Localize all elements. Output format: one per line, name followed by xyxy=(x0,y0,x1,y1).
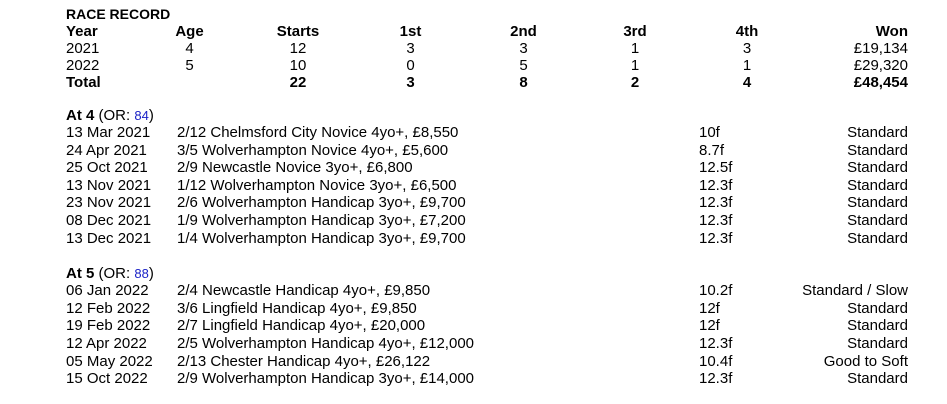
col-age: Age xyxy=(175,23,204,40)
race-description: 3/5 Wolverhampton Novice 4yo+, £5,600 xyxy=(177,141,449,159)
summary-total-row xyxy=(66,74,908,91)
summary-header-row xyxy=(66,23,908,40)
cell-third: 1 xyxy=(630,57,640,74)
age-section-heading xyxy=(66,265,908,282)
race-description: 2/4 Newcastle Handicap 4yo+, £9,850 xyxy=(177,282,431,300)
race-going: Good to Soft xyxy=(823,352,908,370)
race-distance: 12.3f xyxy=(699,229,733,247)
or-suffix: ) xyxy=(148,107,154,124)
summary-row xyxy=(66,57,908,74)
race-distance: 12.3f xyxy=(699,211,733,229)
col-year: Year xyxy=(66,23,98,40)
race-description: 2/6 Wolverhampton Handicap 3yo+, £9,700 xyxy=(177,194,466,212)
race-row xyxy=(66,142,908,160)
race-going: Standard xyxy=(847,159,908,177)
col-starts: Starts xyxy=(276,23,320,40)
race-date: 15 Oct 2022 xyxy=(66,370,148,388)
cell-first: 3 xyxy=(406,40,415,57)
total-age xyxy=(136,74,243,91)
cell-age: 5 xyxy=(185,57,194,74)
col-third: 3rd xyxy=(623,23,647,40)
race-going: Standard xyxy=(847,317,908,335)
race-date: 13 Dec 2021 xyxy=(66,229,152,247)
race-row xyxy=(66,335,908,353)
race-date: 19 Feb 2022 xyxy=(66,317,151,335)
race-date: 23 Nov 2021 xyxy=(66,194,152,212)
total-fourth: 4 xyxy=(742,74,752,91)
total-won: £48,454 xyxy=(853,74,908,91)
col-won: Won xyxy=(875,23,908,40)
race-going: Standard / Slow xyxy=(802,282,908,300)
age-label: At 4 xyxy=(66,107,95,124)
race-date: 13 Mar 2021 xyxy=(66,124,151,141)
race-description: 2/5 Wolverhampton Handicap 4yo+, £12,000 xyxy=(177,334,475,352)
cell-won: £29,320 xyxy=(853,57,908,74)
race-going: Standard xyxy=(847,299,908,317)
summary-table xyxy=(66,23,908,91)
race-distance: 12f xyxy=(699,317,720,335)
race-row xyxy=(66,194,908,212)
cell-second: 3 xyxy=(519,40,528,57)
race-going: Standard xyxy=(847,176,908,194)
race-description: 1/9 Wolverhampton Handicap 3yo+, £7,200 xyxy=(177,211,466,229)
cell-second: 5 xyxy=(519,57,528,74)
race-row xyxy=(66,282,908,300)
race-description: 2/9 Newcastle Novice 3yo+, £6,800 xyxy=(177,159,413,177)
race-row xyxy=(66,177,908,195)
race-going: Standard xyxy=(847,194,908,212)
race-row xyxy=(66,159,908,177)
race-date: 25 Oct 2021 xyxy=(66,159,148,177)
race-description: 3/6 Lingfield Handicap 4yo+, £9,850 xyxy=(177,299,417,317)
age-label: At 5 xyxy=(66,265,95,283)
race-distance: 12.3f xyxy=(699,334,733,352)
race-distance: 10.4f xyxy=(699,352,733,370)
cell-third: 1 xyxy=(630,40,640,57)
cell-starts: 10 xyxy=(289,57,307,74)
race-description: 2/12 Chelmsford City Novice 4yo+, £8,550 xyxy=(177,124,459,141)
race-description: 1/4 Wolverhampton Handicap 3yo+, £9,700 xyxy=(177,229,466,247)
race-record-heading: RACE RECORD xyxy=(66,6,171,22)
col-fourth: 4th xyxy=(735,23,759,40)
summary-row xyxy=(66,40,908,57)
cell-age: 4 xyxy=(185,40,194,57)
age-section xyxy=(66,265,908,388)
total-label: Total xyxy=(66,74,101,91)
race-description: 2/7 Lingfield Handicap 4yo+, £20,000 xyxy=(177,317,426,335)
or-prefix: (OR: xyxy=(98,265,135,283)
race-row xyxy=(66,212,908,230)
age-section-heading xyxy=(66,107,908,124)
race-date: 05 May 2022 xyxy=(66,352,153,370)
col-first: 1st xyxy=(399,23,422,40)
cell-won: £19,134 xyxy=(853,40,908,57)
race-date: 12 Feb 2022 xyxy=(66,299,151,317)
race-record xyxy=(66,6,908,388)
race-description: 2/13 Chester Handicap 4yo+, £26,122 xyxy=(177,352,431,370)
race-date: 06 Jan 2022 xyxy=(66,282,149,300)
race-distance: 12.3f xyxy=(699,194,733,212)
cell-year: 2022 xyxy=(66,57,100,74)
race-row xyxy=(66,353,908,371)
race-date: 13 Nov 2021 xyxy=(66,176,152,194)
race-going: Standard xyxy=(847,229,908,247)
race-distance: 12.3f xyxy=(699,370,733,388)
cell-year: 2021 xyxy=(66,40,100,57)
race-going: Standard xyxy=(847,124,908,141)
or-suffix: ) xyxy=(148,265,154,283)
race-date: 12 Apr 2022 xyxy=(66,334,147,352)
total-third: 2 xyxy=(630,74,640,91)
race-distance: 8.7f xyxy=(699,141,725,159)
race-distance: 10f xyxy=(699,124,720,141)
race-row xyxy=(66,370,908,388)
race-going: Standard xyxy=(847,370,908,388)
cell-starts: 12 xyxy=(289,40,307,57)
total-second: 8 xyxy=(519,74,528,91)
race-row xyxy=(66,317,908,335)
total-first: 3 xyxy=(406,74,415,91)
col-second: 2nd xyxy=(510,23,537,40)
race-distance: 12f xyxy=(699,299,720,317)
race-row xyxy=(66,124,908,142)
race-distance: 10.2f xyxy=(699,282,733,300)
race-date: 08 Dec 2021 xyxy=(66,211,152,229)
or-prefix: (OR: xyxy=(98,107,135,124)
official-rating: 84 xyxy=(134,108,149,123)
cell-fourth: 1 xyxy=(742,57,752,74)
race-date: 24 Apr 2021 xyxy=(66,141,147,159)
race-going: Standard xyxy=(847,334,908,352)
race-distance: 12.3f xyxy=(699,176,733,194)
race-row xyxy=(66,230,908,248)
race-going: Standard xyxy=(847,211,908,229)
age-section xyxy=(66,107,908,247)
race-going: Standard xyxy=(847,141,908,159)
race-description: 2/9 Wolverhampton Handicap 3yo+, £14,000 xyxy=(177,370,475,388)
race-row xyxy=(66,300,908,318)
race-distance: 12.5f xyxy=(699,159,733,177)
total-starts: 22 xyxy=(289,74,307,91)
race-description: 1/12 Wolverhampton Novice 3yo+, £6,500 xyxy=(177,176,457,194)
cell-first: 0 xyxy=(406,57,415,74)
cell-fourth: 3 xyxy=(742,40,752,57)
official-rating: 88 xyxy=(134,266,149,282)
